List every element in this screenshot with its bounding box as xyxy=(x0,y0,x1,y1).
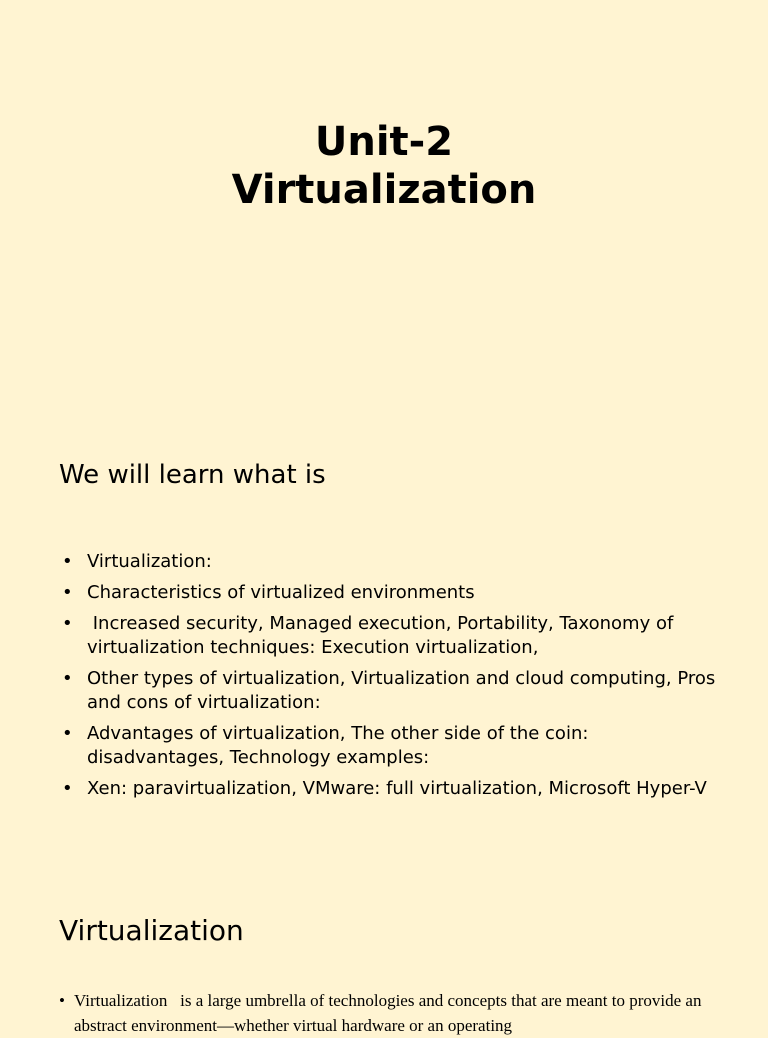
list-item xyxy=(62,722,722,770)
list-item xyxy=(62,777,722,801)
bullet-text: Virtualization: xyxy=(87,551,212,572)
bullet-text: Increased security, Managed execution, Portability, Taxonomy of virtualization techniques: Execution virtualization, xyxy=(87,613,680,658)
bullet-text: Advantages of virtualization, The other side of the coin: disadvantages, Technology examples: xyxy=(87,723,589,768)
bullet-text: Characteristics of virtualized environments xyxy=(87,582,475,603)
bullet-marker: • xyxy=(62,778,73,799)
title-line-unit: Unit-2 xyxy=(314,119,454,165)
bullet-marker: • xyxy=(62,668,73,689)
virtualization-slide xyxy=(0,880,768,1035)
bullet-marker: • xyxy=(62,551,73,572)
virtualization-heading: Virtualization xyxy=(59,914,244,947)
slide-title xyxy=(0,118,768,214)
list-item xyxy=(62,667,722,715)
list-item xyxy=(62,581,722,605)
overview-slide xyxy=(0,430,768,880)
bullet-marker: • xyxy=(62,582,73,603)
bullet-text: Virtualization is a large umbrella of technologies and concepts that are meant to provide an abstract environment—whether virtual hardware or an operating xyxy=(74,991,706,1035)
bullet-marker: • xyxy=(62,723,73,744)
overview-heading: We will learn what is xyxy=(59,460,326,490)
overview-bullet-list xyxy=(62,550,722,808)
virtualization-bullet-list xyxy=(59,988,709,1038)
bullet-text: Xen: paravirtualization, VMware: full virtualization, Microsoft Hyper-V xyxy=(87,778,707,799)
list-item xyxy=(59,988,709,1038)
list-item xyxy=(62,550,722,574)
title-line-topic: Virtualization xyxy=(231,167,537,213)
title-slide xyxy=(0,0,768,430)
bullet-marker: • xyxy=(62,613,73,634)
bullet-text: Other types of virtualization, Virtualization and cloud computing, Pros and cons of virtualization: xyxy=(87,668,716,713)
list-item xyxy=(62,612,722,660)
bullet-marker: • xyxy=(59,991,65,1010)
